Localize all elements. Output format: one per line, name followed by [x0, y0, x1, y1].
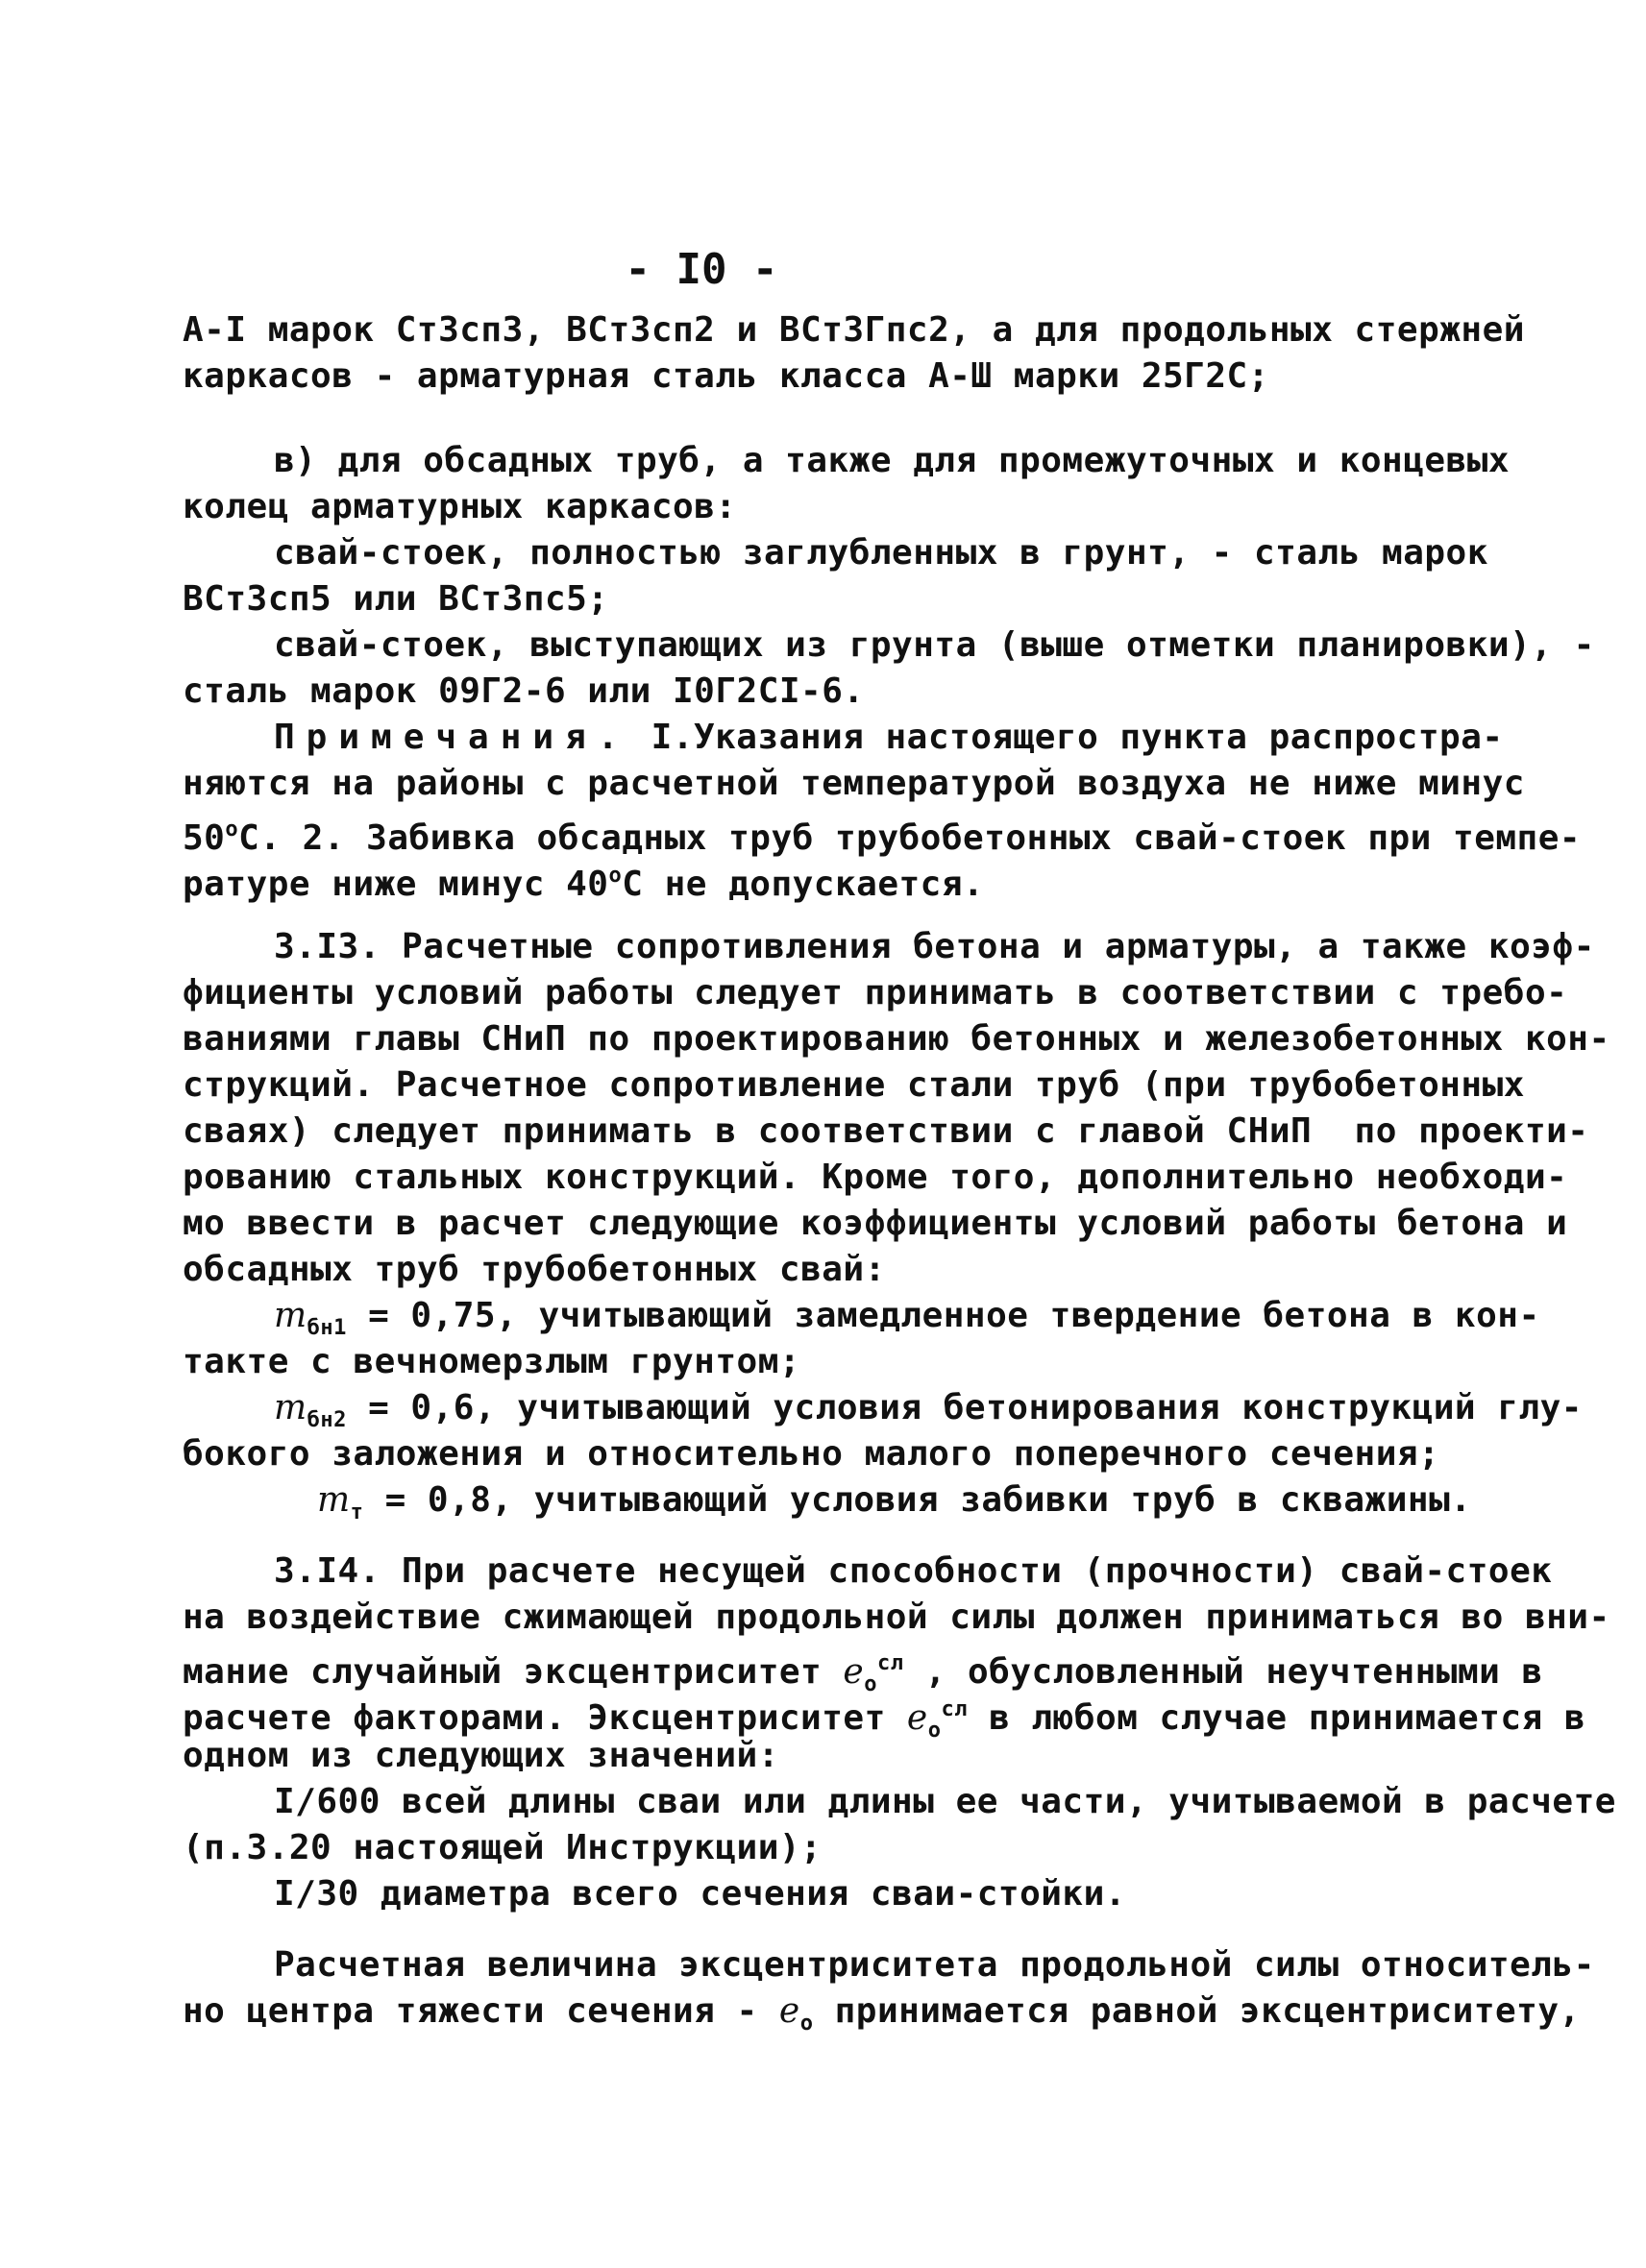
text-line: сваях) следует принимать в соответствии с главой СНиП по проекти-: [183, 1111, 1589, 1151]
math-symbol: m: [274, 1388, 307, 1427]
text-line: бокого заложения и относительно малого поперечного сечения;: [183, 1434, 1440, 1474]
page-number: - I0 -: [625, 245, 778, 294]
text-line: одном из следующих значений:: [183, 1736, 779, 1775]
math-superscript: сл: [876, 1651, 904, 1675]
text-span: = 0,75, учитывающий замедленное твердение бетона в кон-: [346, 1296, 1540, 1335]
text-line: ВСт3сп5 или ВСт3пс5;: [183, 579, 609, 619]
math-subscript: т: [350, 1500, 364, 1524]
text-span: принимается равной эксцентриситету,: [813, 1991, 1581, 2031]
text-span: = 0,8, учитывающий условия забивки труб в скважины.: [363, 1480, 1472, 1520]
text-span: = 0,6, учитывающий условия бетонирования конструкций глу-: [346, 1388, 1583, 1427]
text-line: 3.I4. При расчете несущей способности (прочности) свай-стоек: [274, 1551, 1553, 1591]
text-line: 3.I3. Расчетные сопротивления бетона и арматуры, а также коэф-: [274, 927, 1595, 966]
math-symbol: e: [906, 1698, 928, 1738]
notes-heading: Примечания.: [274, 718, 630, 757]
text-line: такте с вечномерзлым грунтом;: [183, 1342, 801, 1381]
math-symbol: e: [778, 1991, 800, 2031]
text-line: [274, 717, 1504, 759]
text-line: [183, 1990, 1581, 2045]
text-line: в) для обсадных труб, а также для промежуточных и концевых: [274, 441, 1511, 480]
text-line: сталь марок 09Г2-6 или I0Г2СI-6.: [183, 671, 865, 711]
text-line: Расчетная величина эксцентриситета продольной силы относитель-: [274, 1945, 1595, 1985]
text-span: в любом случае принимается в: [967, 1698, 1586, 1738]
text-span: ратуре ниже минус 40: [183, 865, 609, 904]
text-line: свай-стоек, выступающих из грунта (выше отметки планировки), -: [274, 625, 1595, 665]
math-symbol: m: [317, 1480, 351, 1520]
text-line: A-I марок Ст3сп3, ВСт3сп2 и ВСт3Гпс2, а для продольных стержней: [183, 310, 1525, 350]
formula-line: [317, 1479, 1471, 1534]
text-line: мо ввести в расчет следующие коэффициенты условий работы бетона и: [183, 1204, 1568, 1243]
math-subscript: o: [927, 1719, 942, 1743]
text-span: С не допускается.: [622, 865, 985, 904]
text-span: , обусловленный неучтенными в: [903, 1652, 1543, 1692]
text-line: каркасов - арматурная сталь класса А-Ш марки 25Г2С;: [183, 356, 1269, 396]
text-line: (п.3.20 настоящей Инструкции);: [183, 1828, 823, 1867]
math-subscript: бн2: [307, 1408, 347, 1432]
text-line: ваниями главы СНиП по проектированию бетонных и железобетонных кон-: [183, 1019, 1610, 1059]
text-span: С. 2. Забивка обсадных труб трубобетонных свай-стоек при темпе-: [238, 818, 1582, 858]
text-line: 50$^o$С. 2. Забивка обсадных труб трубобетонных свай-стоек при темпе-: [183, 817, 1582, 858]
text-line: свай-стоек, полностью заглубленных в грунт, - сталь марок: [274, 533, 1488, 573]
text-line: I/30 диаметра всего сечения сваи-стойки.: [274, 1874, 1126, 1914]
text-line: рованию стальных конструкций. Кроме того, дополнительно необходи-: [183, 1158, 1568, 1197]
math-symbol: e: [843, 1652, 865, 1692]
text-span: но центра тяжести сечения -: [183, 1991, 779, 2031]
text-line: няются на районы с расчетной температурой воздуха не ниже минус: [183, 764, 1525, 803]
text-span: мание случайный эксцентриситет: [183, 1652, 844, 1692]
math-subscript: o: [799, 2012, 814, 2036]
text-line: колец арматурных каркасов:: [183, 487, 737, 526]
text-line: обсадных труб трубобетонных свай:: [183, 1250, 886, 1289]
text-line: на воздействие сжимающей продольной силы должен приниматься во вни-: [183, 1597, 1610, 1637]
text-line: ратуре ниже минус 40$^o$С не допускается.: [183, 864, 985, 904]
text-span: расчете факторами. Эксцентриситет: [183, 1698, 907, 1738]
text-line: струкций. Расчетное сопротивление стали труб (при трубобетонных: [183, 1065, 1525, 1105]
math-subscript: бн1: [307, 1316, 347, 1340]
text-span: I.Указания настоящего пункта распростра-: [629, 718, 1504, 757]
text-line: фициенты условий работы следует принимать в соответствии с требо-: [183, 973, 1568, 1012]
temperature-value: 50: [183, 818, 226, 858]
math-superscript: сл: [941, 1697, 968, 1721]
math-symbol: m: [274, 1296, 307, 1335]
math-subscript: o: [864, 1672, 877, 1696]
text-line: I/600 всей длины сваи или длины ее части, учитываемой в расчете: [274, 1782, 1616, 1821]
